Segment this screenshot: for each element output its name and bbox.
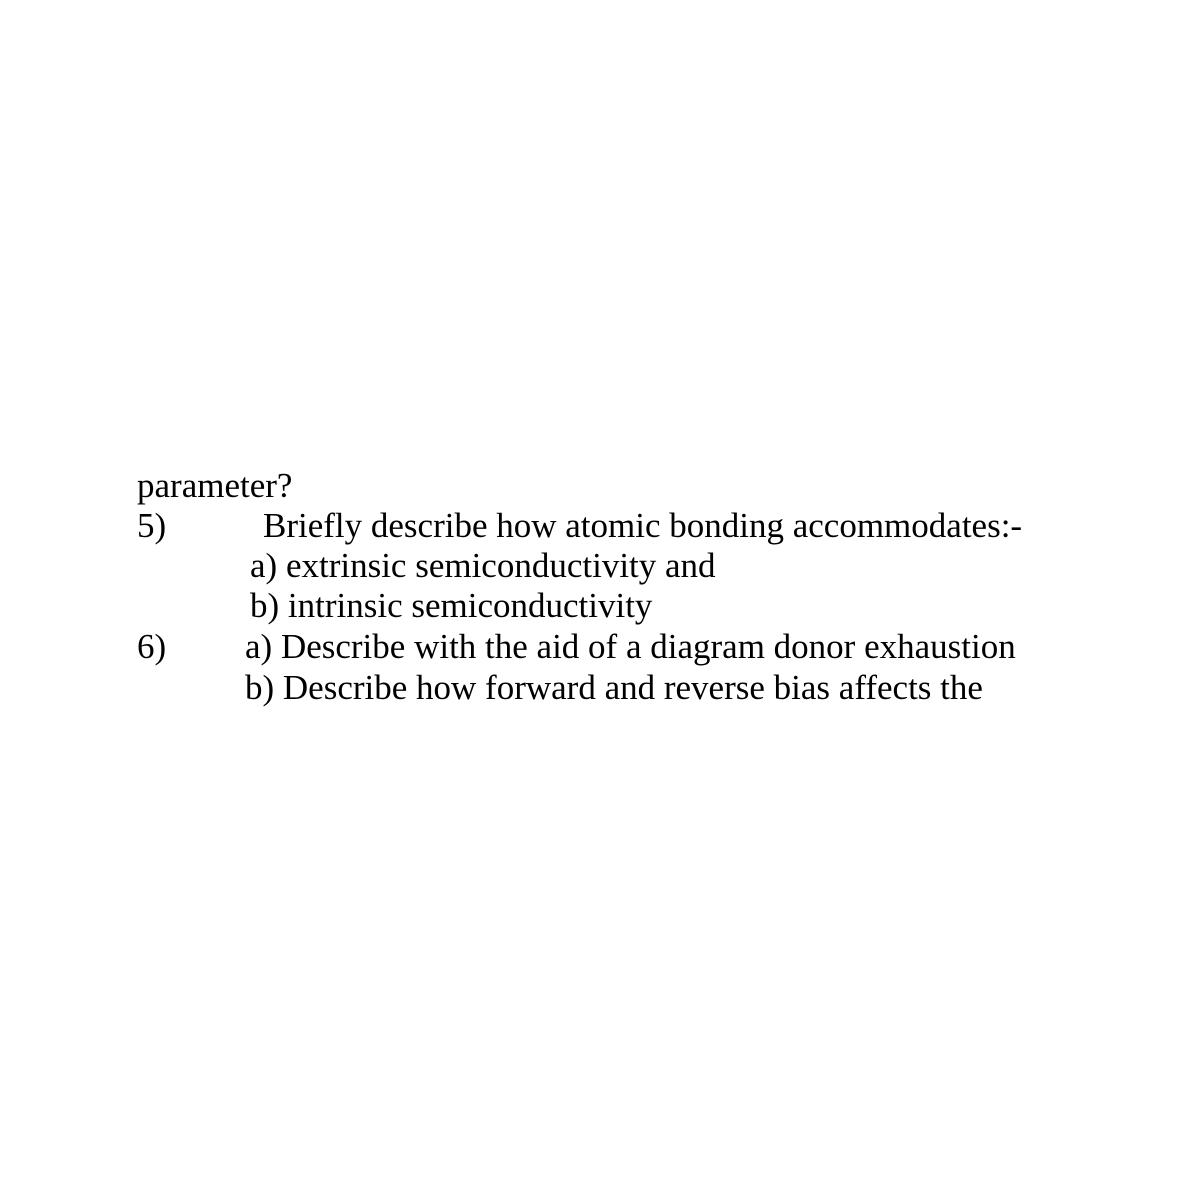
cut-off-previous-line: parameter?	[137, 466, 293, 505]
document-text-strip	[0, 466, 1179, 707]
question-5-number: 5)	[137, 506, 167, 545]
question-6-part-b-cut-off: b) Describe how forward and reverse bias affects the	[245, 668, 983, 707]
question-5-part-b: b) intrinsic semiconductivity	[250, 586, 653, 625]
question-6-number: 6)	[137, 627, 167, 666]
question-6-part-a: a) Describe with the aid of a diagram donor exhaustion	[245, 627, 1016, 666]
question-5-stem: Briefly describe how atomic bonding accommodates:-	[263, 506, 1023, 545]
question-5-part-a: a) extrinsic semiconductivity and	[250, 546, 716, 585]
